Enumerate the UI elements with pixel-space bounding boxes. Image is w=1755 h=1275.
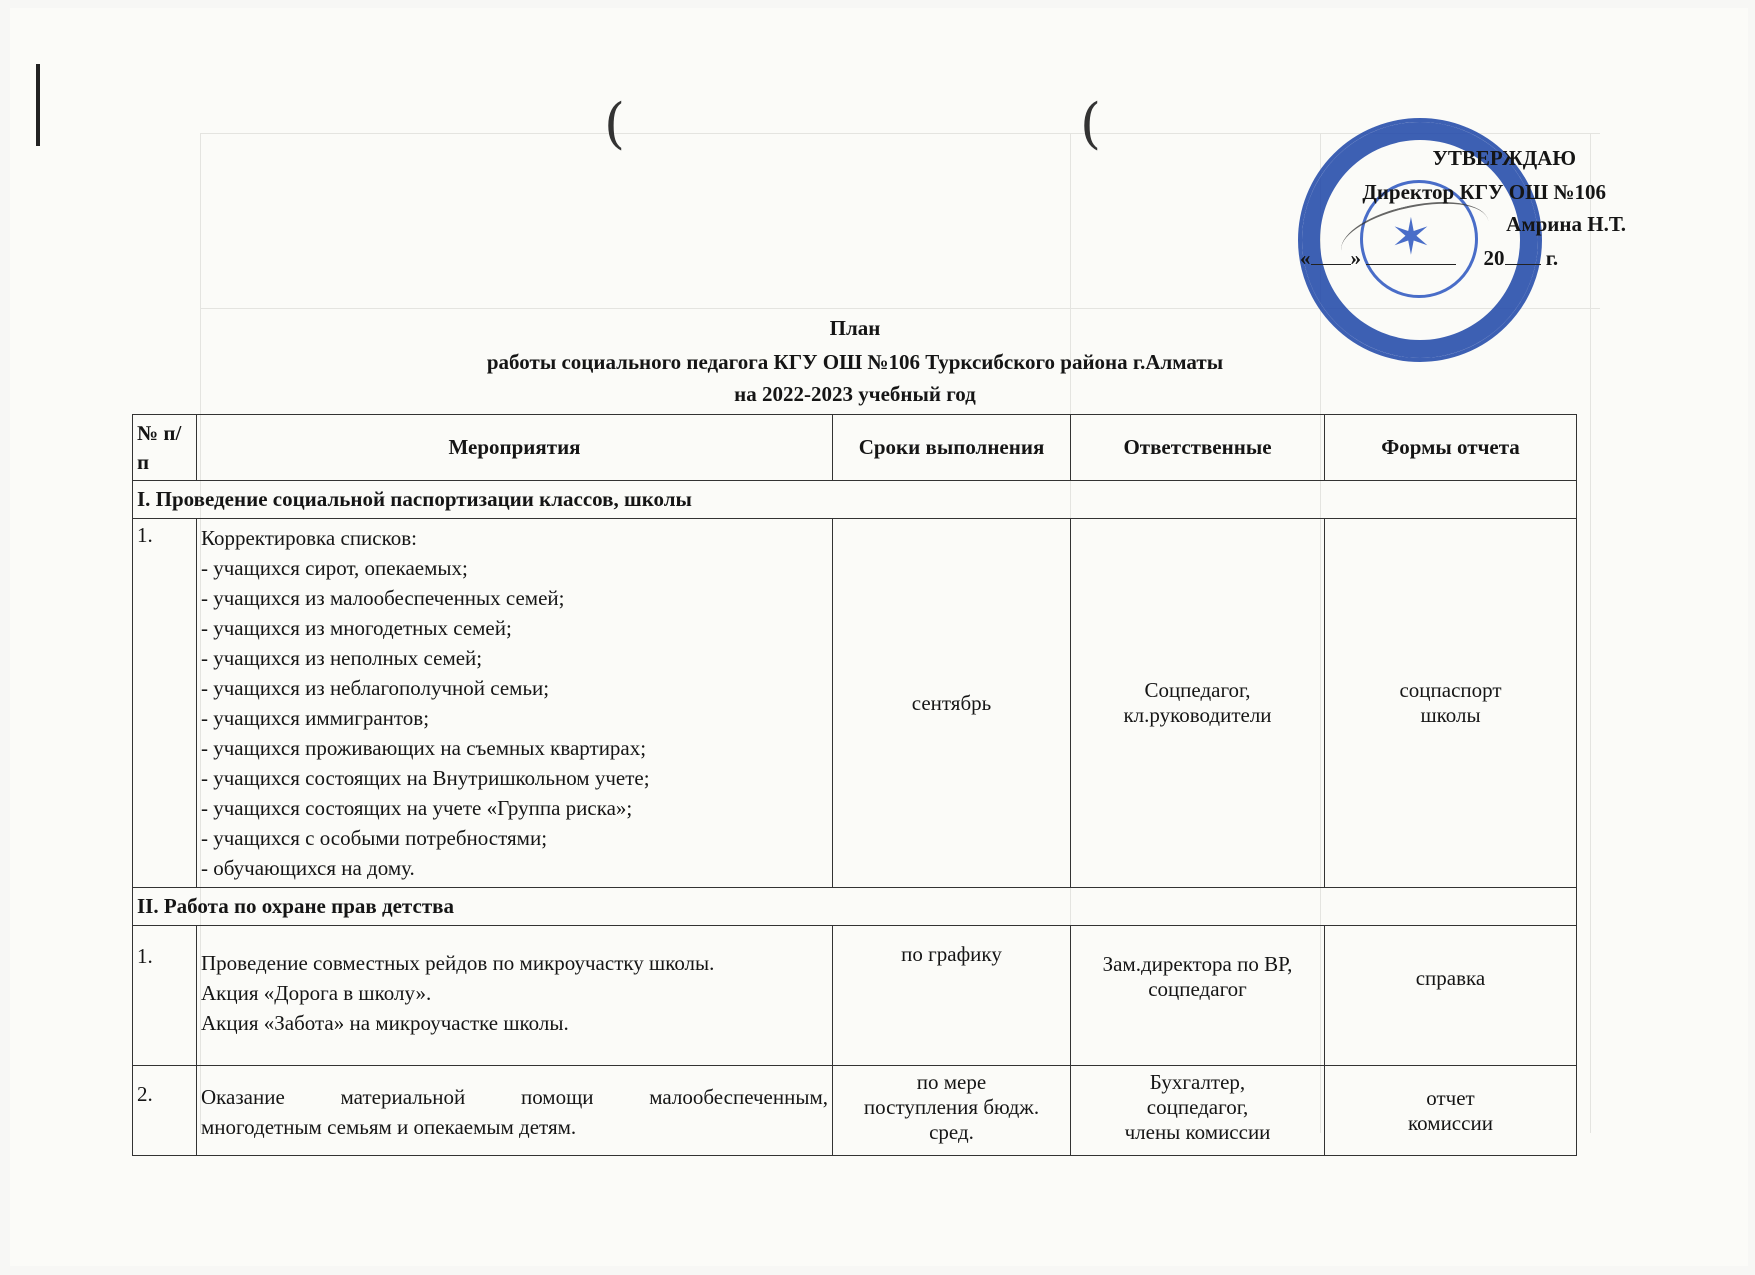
- row-events: [197, 1066, 833, 1156]
- list-item: - учащихся сирот, опекаемых;: [201, 556, 468, 581]
- row-responsible: [1071, 1066, 1325, 1156]
- row-num: 2.: [133, 1066, 197, 1156]
- list-item: - учащихся из неблагополучной семьи;: [201, 676, 550, 701]
- deadline-line: по мере: [916, 1070, 987, 1095]
- responsible-line: соцпедагог,: [1146, 1095, 1249, 1120]
- section-row: [133, 481, 1577, 519]
- row-responsible: [1071, 926, 1325, 1066]
- approval-name: Амрина Н.Т.: [1506, 212, 1626, 236]
- responsible-line: Бухгалтер,: [1149, 1070, 1246, 1095]
- row-report: справка: [1325, 926, 1577, 1066]
- event-line: многодетным семьям и опекаемым детям.: [201, 1115, 577, 1140]
- table-header-row: [133, 415, 1577, 481]
- header-num: № п/п: [133, 415, 197, 481]
- responsible-line: кл.руководители: [1123, 703, 1272, 728]
- date-suffix: г.: [1545, 246, 1559, 270]
- list-item: - учащихся из малообеспеченных семей;: [201, 586, 565, 611]
- date-day-blank: [1311, 264, 1351, 265]
- doc-subtitle: работы социального педагога КГУ ОШ №106 Турксибского района г.Алматы: [486, 350, 1224, 374]
- punch-hole-mark: (: [604, 92, 626, 155]
- date-open-quote: «: [1300, 246, 1311, 270]
- approval-block: [1260, 146, 1636, 276]
- report-line: комиссии: [1408, 1111, 1493, 1136]
- list-intro: Корректировка списков:: [201, 526, 417, 550]
- approval-date: [1300, 246, 1626, 271]
- row-deadline: сентябрь: [833, 519, 1071, 888]
- plan-table: [132, 414, 1577, 1156]
- responsible-line: Зам.директора по ВР,: [1102, 952, 1293, 977]
- header-report: Формы отчета: [1325, 415, 1577, 481]
- bleed-through-line: [1590, 133, 1591, 1133]
- section-row: [133, 888, 1577, 926]
- event-line: Акция «Дорога в школу».: [201, 981, 432, 1006]
- list-item: - учащихся проживающих на съемных квартирах;: [201, 736, 647, 761]
- section-2-title: II. Работа по охране прав детства: [133, 888, 1577, 926]
- responsible-line: члены комиссии: [1124, 1120, 1271, 1145]
- row-events: [197, 519, 833, 888]
- approval-position: Директор КГУ ОШ №106: [1362, 180, 1606, 204]
- date-close-quote: »: [1350, 246, 1361, 270]
- table-row: [133, 519, 1577, 888]
- list-item: - учащихся состоящих на учете «Группа риска»;: [201, 796, 633, 821]
- row-num: 1.: [133, 519, 197, 888]
- row-responsible: [1071, 519, 1325, 888]
- header-responsible: Ответственные: [1071, 415, 1325, 481]
- row-report: [1325, 1066, 1577, 1156]
- list-item: - учащихся иммигрантов;: [201, 706, 430, 731]
- table-row: [133, 1066, 1577, 1156]
- event-line: Проведение совместных рейдов по микроучастку школы.: [201, 951, 715, 976]
- date-month-blank: [1366, 264, 1456, 265]
- list-item: - обучающихся на дому.: [201, 856, 415, 881]
- event-line: Оказание материальной помощи малообеспеченным,: [201, 1085, 828, 1110]
- date-year: 20: [1483, 246, 1505, 270]
- row-num: 1.: [133, 926, 197, 1066]
- seal-star-icon: ✶: [1390, 208, 1432, 266]
- list-item: - учащихся состоящих на Внутришкольном учете;: [201, 766, 650, 791]
- row-report: [1325, 519, 1577, 888]
- deadline-line: поступления бюдж.: [863, 1095, 1040, 1120]
- report-line: соцпаспорт: [1399, 678, 1502, 703]
- row-events: [197, 926, 833, 1066]
- list-item: - учащихся из неполных семей;: [201, 646, 483, 671]
- report-line: отчет: [1426, 1086, 1475, 1111]
- responsible-line: соцпедагог: [1148, 977, 1247, 1002]
- punch-hole-mark: (: [1080, 92, 1102, 155]
- deadline-line: сред.: [929, 1120, 974, 1145]
- header-events: Мероприятия: [197, 415, 833, 481]
- row-deadline: [833, 1066, 1071, 1156]
- doc-title: План: [829, 316, 881, 340]
- list-item: - учащихся из многодетных семей;: [201, 616, 512, 641]
- row-deadline: по графику: [833, 926, 1071, 1066]
- event-line: Акция «Забота» на микроучастке школы.: [201, 1011, 569, 1036]
- header-deadline: Сроки выполнения: [833, 415, 1071, 481]
- scan-edge-mark: [36, 64, 40, 146]
- approval-heading: УТВЕРЖДАЮ: [1432, 146, 1576, 170]
- section-1-title: I. Проведение социальной паспортизации классов, школы: [133, 481, 1577, 519]
- responsible-line: Соцпедагог,: [1144, 678, 1251, 703]
- list-item: - учащихся с особыми потребностями;: [201, 826, 548, 851]
- doc-year: на 2022-2023 учебный год: [734, 382, 976, 406]
- report-line: школы: [1420, 703, 1481, 728]
- date-year-blank: [1505, 264, 1541, 265]
- table-row: [133, 926, 1577, 1066]
